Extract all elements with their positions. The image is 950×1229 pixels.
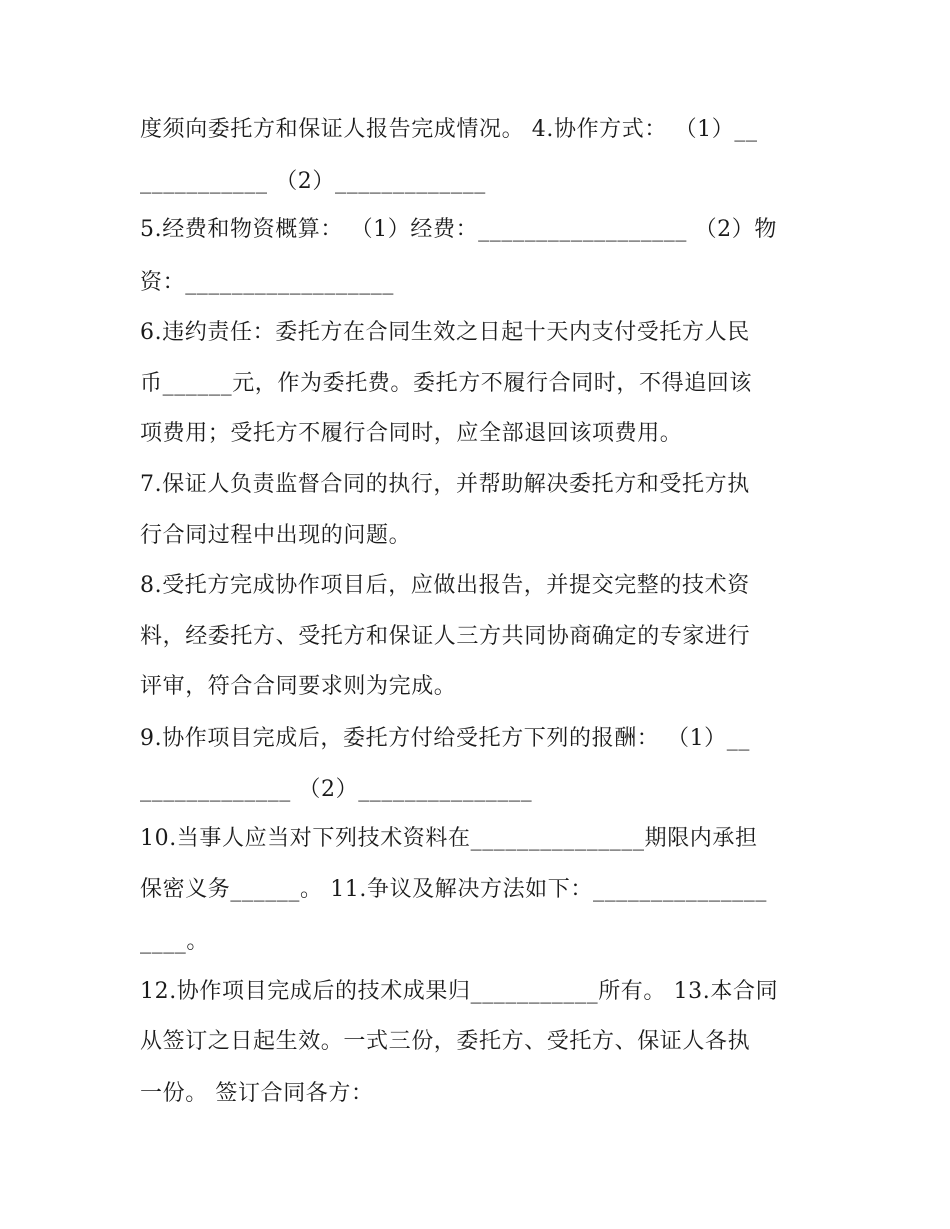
text-line: 10.当事人应当对下列技术资料在_______________期限内承担 bbox=[140, 826, 758, 851]
text-line: 项费用；受托方不履行合同时，应全部退回该项费用。 bbox=[140, 421, 683, 446]
text-line: 保密义务______。 11.争议及解决方法如下：_______________ bbox=[140, 877, 767, 902]
text-line: 12.协作项目完成后的技术成果归___________所有。 13.本合同 bbox=[140, 979, 779, 1004]
text-line: 6.违约责任：委托方在合同生效之日起十天内支付受托方人民 bbox=[140, 320, 750, 345]
text-line: 币______元，作为委托费。委托方不履行合同时，不得追回该 bbox=[140, 371, 753, 396]
text-line: 9.协作项目完成后，委托方付给受托方下列的报酬： （1）__ bbox=[140, 726, 750, 751]
text-line: 度须向委托方和保证人报告完成情况。 4.协作方式： （1）__ bbox=[140, 117, 758, 142]
text-line: 从签订之日起生效。一式三份，委托方、受托方、保证人各执 bbox=[140, 1029, 751, 1054]
text-line: _____________ （2）_______________ bbox=[140, 777, 533, 802]
text-line: 资：__________________ bbox=[140, 270, 394, 295]
text-line: ____。 bbox=[140, 929, 210, 954]
text-line: 8.受托方完成协作项目后，应做出报告，并提交完整的技术资 bbox=[140, 573, 750, 598]
text-line: 5.经费和物资概算： （1）经费：__________________ （2）物 bbox=[140, 217, 777, 242]
text-line: 一份。 签订合同各方： bbox=[140, 1081, 374, 1106]
text-line: 料，经委托方、受托方和保证人三方共同协商确定的专家进行 bbox=[140, 624, 751, 649]
text-line: 7.保证人负责监督合同的执行，并帮助解决委托方和受托方执 bbox=[140, 472, 750, 497]
text-line: 行合同过程中出现的问题。 bbox=[140, 523, 412, 548]
text-line: ___________ （2）_____________ bbox=[140, 169, 486, 194]
text-line: 评审，符合合同要求则为完成。 bbox=[140, 674, 457, 699]
